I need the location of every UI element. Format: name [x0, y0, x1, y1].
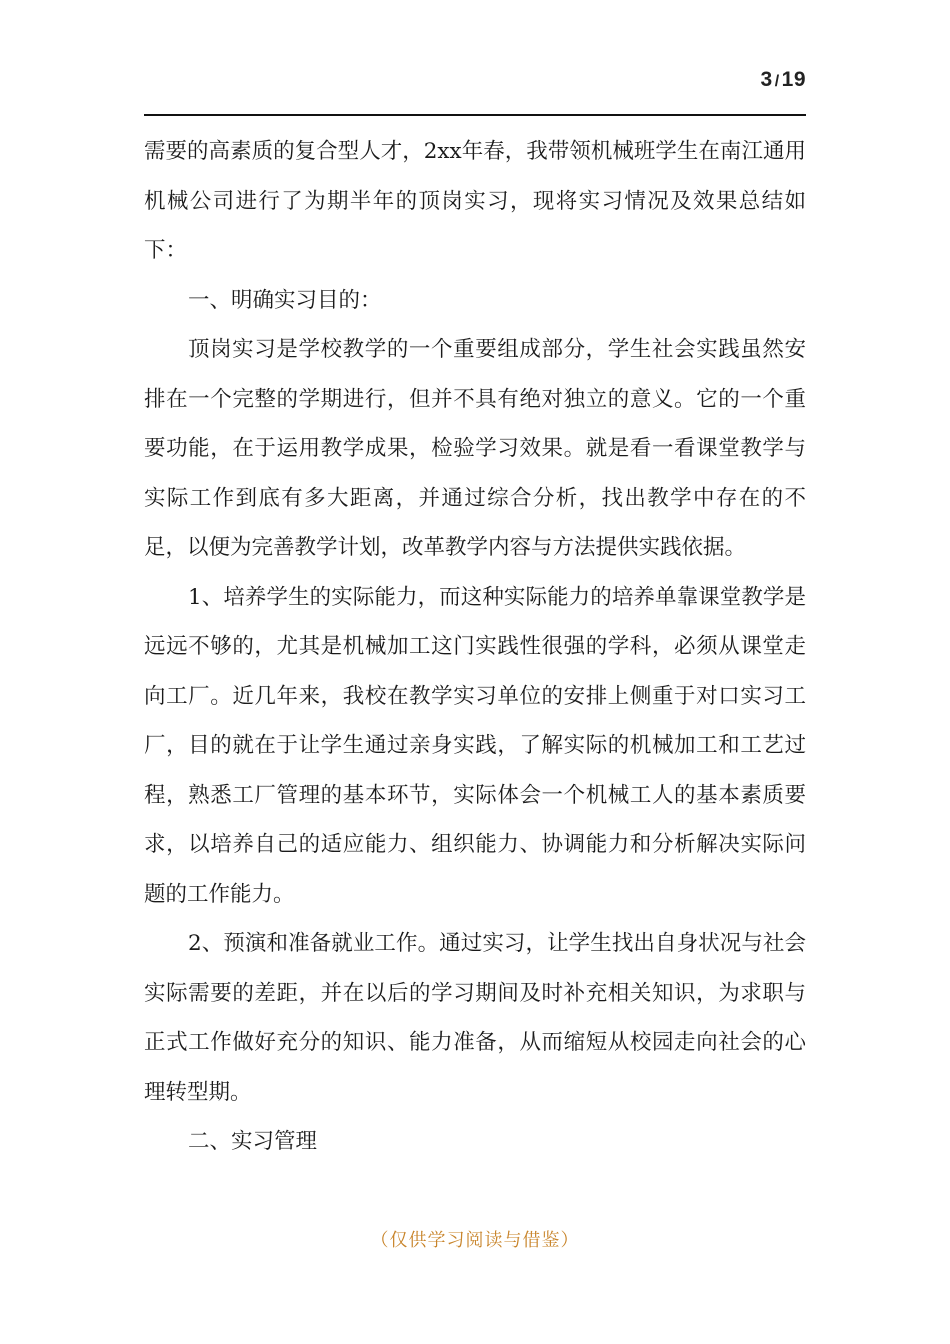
- page-separator: /: [774, 73, 780, 90]
- paragraph-point-2: 2、预演和准备就业工作。通过实习，让学生找出自身状况与社会实际需要的差距，并在以后的学习期间及时补充相关知识，为求职与正式工作做好充分的知识、能力准备，从而缩短从校园走向社会的心理转型期。: [144, 931, 806, 1105]
- page-total: 19: [781, 68, 806, 91]
- document-body: [144, 127, 806, 1167]
- page-current: 3: [760, 68, 773, 91]
- heading-section-1: 一、明确实习目的：: [188, 287, 382, 313]
- heading-section-2: 二、实习管理: [188, 1129, 318, 1154]
- paragraph-intro-continuation: 需要的高素质的复合型人才，2xx年春，我带领机械班学生在南江通用机械公司进行了为期半年的顶岗实习，现将实习情况及效果总结如下：: [144, 139, 806, 263]
- paragraph-purpose: 顶岗实习是学校教学的一个重要组成部分，学生社会实践虽然安排在一个完整的学期进行，但并不具有绝对独立的意义。它的一个重要功能，在于运用教学成果，检验学习效果。就是看一看课堂教学与实际工作到底有多大距离，并通过综合分析，找出教学中存在的不足，以便为完善教学计划，改革教学内容与方法提供实践依据。: [144, 337, 806, 560]
- paragraph-point-1: 1、培养学生的实际能力，而这种实际能力的培养单靠课堂教学是远远不够的，尤其是机械加工这门实践性很强的学科，必须从课堂走向工厂。近几年来，我校在教学实习单位的安排上侧重于对口实习工厂，目的就在于让学生通过亲身实践，了解实际的机械加工和工艺过程，熟悉工厂管理的基本环节，实际体会一个机械工人的基本素质要求，以培养自己的适应能力、组织能力、协调能力和分析解决实际问题的工作能力。: [144, 584, 806, 907]
- footer-watermark: （仅供学习阅读与借鉴）: [370, 1230, 580, 1251]
- page-number: [761, 68, 807, 92]
- header-divider: [144, 114, 806, 116]
